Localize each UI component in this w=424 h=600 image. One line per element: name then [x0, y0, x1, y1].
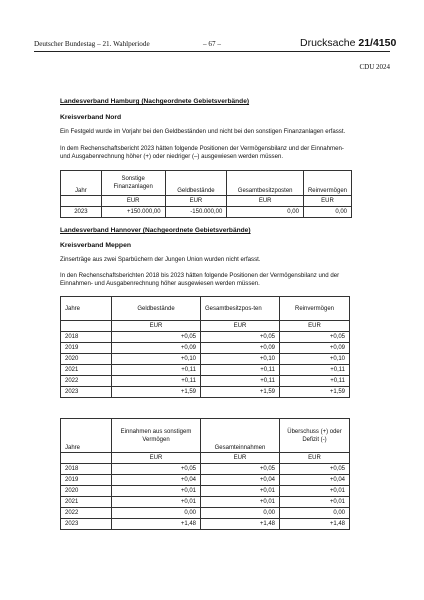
- table-cell: +150.000,00: [101, 207, 165, 218]
- table-cell: 2018: [61, 332, 112, 343]
- table-cell: +0,11: [280, 365, 350, 376]
- table-row: [61, 365, 350, 376]
- page-number: – 67 –: [203, 40, 221, 48]
- table-unit-row: [61, 196, 352, 207]
- column-header: Gesamteinnahmen: [201, 419, 280, 453]
- paragraph-line: und Ausgabenrechnung höher (+) oder niedriger (–) ausgewiesen werden müssen.: [60, 153, 284, 161]
- table-cell: +1,48: [280, 519, 350, 530]
- table-cell: +0,11: [201, 365, 280, 376]
- table-row: [61, 519, 350, 530]
- table-cell: EUR: [112, 321, 201, 332]
- table-cell: +1,59: [280, 387, 350, 398]
- table-cell: +0,05: [201, 332, 280, 343]
- table-cell: 2022: [61, 508, 112, 519]
- table-cell: EUR: [112, 453, 201, 464]
- table-cell: +0,05: [112, 332, 201, 343]
- column-header: Geldbestände: [112, 297, 201, 321]
- table-row: [61, 387, 350, 398]
- table-cell: +0,01: [280, 486, 350, 497]
- table-cell: [61, 453, 112, 464]
- table-cell: +0,01: [112, 497, 201, 508]
- table-cell: +1,48: [201, 519, 280, 530]
- table-cell: +0,04: [201, 475, 280, 486]
- section-heading-hamburg: Landesverband Hamburg (Nachgeordnete Gebietsverbände): [60, 98, 250, 105]
- table-cell: +0,05: [201, 464, 280, 475]
- column-header: Sonstige Finanzanlagen: [101, 171, 165, 196]
- table-cell: 2019: [61, 343, 112, 354]
- table-cell: EUR: [165, 196, 227, 207]
- table-unit-row: [61, 453, 350, 464]
- table-cell: 2022: [61, 376, 112, 387]
- table-meppen-vermoegen: [60, 296, 350, 398]
- table-cell: 2023: [61, 519, 112, 530]
- table-cell: 2023: [61, 207, 102, 218]
- table-cell: EUR: [101, 196, 165, 207]
- table-cell: +0,10: [201, 354, 280, 365]
- table-unit-row: [61, 321, 350, 332]
- table-cell: -150.000,00: [165, 207, 227, 218]
- table-cell: EUR: [280, 453, 350, 464]
- table-cell: [61, 196, 102, 207]
- table-cell: +0,04: [112, 475, 201, 486]
- table-row: [61, 508, 350, 519]
- section-heading-hannover: Landesverband Hannover (Nachgeordnete Gebietsverbände): [60, 227, 251, 234]
- table-cell: 0,00: [227, 207, 304, 218]
- party-label: CDU 2024: [359, 63, 390, 71]
- column-header: Jahre: [61, 297, 112, 321]
- paragraph-line: Einnahmen- und Ausgabenrechnung höher ausgewiesen werden müssen.: [60, 280, 260, 288]
- table-cell: +1,48: [112, 519, 201, 530]
- table-cell: EUR: [201, 321, 280, 332]
- table-cell: +0,01: [280, 497, 350, 508]
- table-row: [61, 376, 350, 387]
- table-cell: 2020: [61, 486, 112, 497]
- table-row: [61, 343, 350, 354]
- table-cell: +0,09: [112, 343, 201, 354]
- table-cell: EUR: [201, 453, 280, 464]
- table-cell: +0,10: [112, 354, 201, 365]
- column-header: Geldbestände: [165, 171, 227, 196]
- column-header: Reinvermögen: [280, 297, 350, 321]
- table-cell: [61, 321, 112, 332]
- table-cell: +0,05: [280, 464, 350, 475]
- table-cell: 2023: [61, 387, 112, 398]
- table-cell: EUR: [303, 196, 351, 207]
- table-row: [61, 354, 350, 365]
- table-header-row: [61, 171, 352, 196]
- column-header: Jahre: [61, 419, 112, 453]
- table-header-row: [61, 297, 350, 321]
- drucksache-number: [300, 37, 396, 49]
- table-cell: +0,05: [112, 464, 201, 475]
- column-header: Reinvermögen: [303, 171, 351, 196]
- table-row: [61, 464, 350, 475]
- column-header: Jahr: [61, 171, 102, 196]
- table-cell: 2020: [61, 354, 112, 365]
- header-rule: [34, 51, 390, 52]
- column-header: Gesamtbesitzposten: [227, 171, 304, 196]
- table-cell: EUR: [280, 321, 350, 332]
- table-cell: 0,00: [280, 508, 350, 519]
- table-header-row: [61, 419, 350, 453]
- paragraph-line: In dem Rechenschaftsbericht 2023 hätten folgende Positionen der Vermögensbilanz und der Einnahmen-: [60, 145, 344, 152]
- table-row: [61, 475, 350, 486]
- table-row: [61, 207, 352, 218]
- table-cell: 2021: [61, 365, 112, 376]
- table-meppen-einnahmen: [60, 418, 350, 530]
- paragraph-line: In den Rechenschaftsberichten 2018 bis 2023 hätten folgende Positionen der Vermögensbilanz und der: [60, 272, 340, 279]
- table-cell: +0,11: [201, 376, 280, 387]
- table-cell: 2021: [61, 497, 112, 508]
- drucksache-id: 21/4150: [358, 37, 397, 49]
- table-row: [61, 332, 350, 343]
- table-cell: +0,05: [280, 332, 350, 343]
- table-cell: +0,10: [280, 354, 350, 365]
- header-parliament: Deutscher Bundestag – 21. Wahlperiode: [34, 40, 150, 48]
- table-cell: EUR: [227, 196, 304, 207]
- subheading-kreisverband-meppen: Kreisverband Meppen: [60, 242, 132, 249]
- table-cell: +0,11: [280, 376, 350, 387]
- paragraph-zinsertraege: Zinserträge aus zwei Sparbüchern der Jungen Union wurden nicht erfasst.: [60, 256, 261, 263]
- table-cell: 0,00: [112, 508, 201, 519]
- table-hamburg-nord: [60, 170, 352, 218]
- paragraph-rechenschaftsbericht-2023: [60, 145, 412, 161]
- table-row: [61, 486, 350, 497]
- table-cell: +0,01: [201, 486, 280, 497]
- table-cell: +1,59: [201, 387, 280, 398]
- table-cell: +0,09: [201, 343, 280, 354]
- table-cell: +0,11: [112, 365, 201, 376]
- column-header: Einnahmen aus sonstigem Vermögen: [112, 419, 201, 453]
- drucksache-label: Drucksache: [300, 37, 356, 49]
- subheading-kreisverband-nord: Kreisverband Nord: [60, 114, 122, 121]
- table-cell: +0,01: [201, 497, 280, 508]
- table-cell: 2018: [61, 464, 112, 475]
- table-cell: 2019: [61, 475, 112, 486]
- table-cell: +1,59: [112, 387, 201, 398]
- table-cell: +0,01: [112, 486, 201, 497]
- column-header: Gesamtbesitzpos-ten: [201, 297, 280, 321]
- table-cell: +0,11: [112, 376, 201, 387]
- paragraph-festgeld: Ein Festgeld wurde im Vorjahr bei den Geldbeständen und nicht bei den sonstigen Finanzanlagen erfasst.: [60, 128, 346, 135]
- table-row: [61, 497, 350, 508]
- table-cell: +0,04: [280, 475, 350, 486]
- table-cell: +0,09: [280, 343, 350, 354]
- table-cell: 0,00: [303, 207, 351, 218]
- column-header: Überschuss (+) oder Defizit (-): [280, 419, 350, 453]
- table-cell: 0,00: [201, 508, 280, 519]
- paragraph-rechenschaftsberichte-2018-2023: [60, 272, 412, 288]
